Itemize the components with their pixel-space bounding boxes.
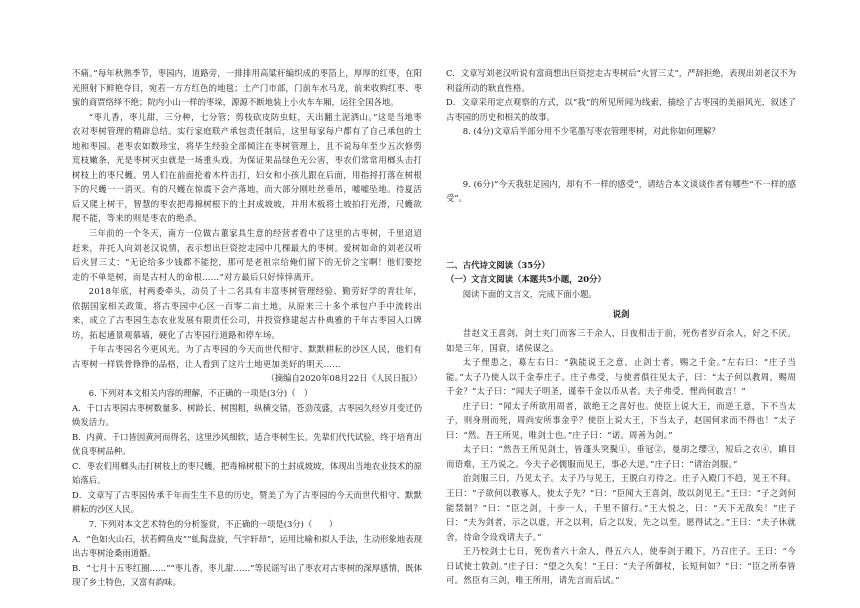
passage-paragraph: 三年前的一个冬天，南方一位做古董家具生意的经营者看中了这里的古枣树，千里迢迢赶来，并托人向刘老汉说情，表示想出巨资挖走园中几棵最大的枣树。爱树如命的刘老汉听后火冒三丈：“无论给多少钱都不能挖，那可是老祖宗给俺们留下的无价之宝啊！他们要挖走的不单是树，而是古村人的命根……”对方最后只好悻悻离开。 — [72, 228, 422, 282]
question-6-stem: 6. 下列对本文相关内容的理解，不正确的一项是(3分)（ ） — [88, 388, 313, 399]
passage-paragraph: 2018年底，村两委牵头，动员了十二名具有丰富枣树管理经验、勤劳好学的青壮年，依据国家相关政策，将古枣园中心区一百零二亩土地，从原来三十多个承包户手中流转出来，成立了古枣园生态农业发展有限责任公司，并投资修建起古朴典雅的千年古枣园入口牌坊，拓起通景观慕墙，硬化了古枣园行道路和停车场。 — [72, 286, 422, 340]
right-column — [446, 66, 796, 588]
question-7-option-a: A．“色如火山石，状若鳄鱼皮”“虬髯盘旋，气宇轩昂”，运用比喻和拟人手法，生动形象地表现出古枣树沧桑雨道骼。 — [72, 533, 422, 559]
question-7-stem: 7. 下列对本文艺术特色的分析鉴赏，不正确的一项是(3分)（ ） — [88, 518, 338, 529]
classical-text-paragraph: 治剑服三日，乃见太子。太子乃与见王，王脱白刃待之。庄子入殿门不趋，见王不拜。王曰：“子欲何以教寡人，使太子先？”曰：“臣闻大王喜剑，故以剑见王。”王曰：“子之剑何能禁制？”曰：“臣之剑，十步一人，千里不留行。”王大悦之，曰：“天下无敌矣！”庄子曰：“夫为剑者，示之以虚，开之以利，后之以发，先之以至。愿得试之。”王曰：“夫子休就舍，待命令设戏请夫子。” — [446, 473, 796, 542]
passage-paragraph: 不痛。”每年秋熟季节，枣园内，道路旁，一排排用高粱秆编织成的枣箔上，厚厚的红枣，在阳光照射下鲜艳夺目，宛若一方方红色的地毯；土产门市部，门前车水马龙，前来收购红枣、枣蜜的商贾络绎不绝；院内小山一样的枣垛，源源不断地装上小火车车厢，运往全国各地。 — [72, 68, 422, 108]
question-7-option-c: C．文章写刘老汉听说有富商想出巨资挖走古枣树后“火冒三丈”，严辞拒绝，表现出刘老汉不为利益所动的耿直性格。 — [446, 68, 796, 93]
section-heading: 二、古代诗文阅读（35分） — [446, 259, 550, 270]
classical-text-paragraph: 庄子曰：“闻太子所欲用周者，欲绝王之喜好也。使臣上说大王，而逆王意，下不当太子，则身刑而死，周尚安所事金乎？使臣上说大王，下当太子，赵国何求而不得也！”太子曰：“然。吾王所见，唯剑士也。”庄子曰：“诺。周善为剑。” — [446, 400, 796, 440]
source-citation: （摘编自2020年08月22日《人民日报》） — [266, 373, 422, 384]
passage-paragraph: 千年古枣园名今更风光。为了古枣园的今天而世代相守、默默耕耘的沙区人民，他们有古枣树一样铁骨铮铮的品格，让人看到了这片土地更加美好的明天…… — [72, 344, 422, 369]
question-6-option-d: D．文章写了古枣园传承千年而生生不息的历史，赞美了为了古枣园的今天而世代相守、默默耕耘的沙区人民。 — [72, 489, 422, 515]
classical-text-paragraph: 昔赵文王喜剑，剑士夹门而客三千余人，日夜相击于前，死伤者岁百余人，好之不厌。如是三年，国衰，诸侯谋之。 — [446, 328, 796, 353]
question-9: 9. (6分)“今天我驻足园内，却有不一样的感受”，请结合本文谈谈作者有哪些“不一样的感受”。 — [446, 178, 796, 204]
answer-space — [446, 206, 796, 244]
passage-paragraph: “枣儿香，枣儿甜，三分种，七分管；剪枝砍皮防虫蛀，天出翻土泥洒山。”这是当地枣农对枣树管理的精辟总结。实行家庭联产承包责任制后，这里每家每户都有了自己承包的土地和枣园。老枣农如数珍宝，将毕生经验全部倾注在枣树管理上，且不说每年至少五次修剪荒枝嫩条，光是枣树灭虫就是一场重头戏。为保证果品绿色无公害，枣农们常常用榔头击打树枝上的枣尺蠖。男人们在前面抡着木杵击打，妇女和小孩儿跟在后面，用指捋打落在树根下的尺蠖一一消灭。有的尺蠖在惊震下会产落地，而大部分刚吐丝垂吊，嘘嘘坠地。待夏活后又爬上树干，智慧的枣农把毒棉树根下的土封成坡坡，并用木板将土坡拍打光滑，尺蠖欲爬不能，等来的则是枣农的绝杀。 — [72, 111, 422, 224]
classical-text-paragraph: 太子曰：“然吾王所见剑士，皆蓬头突鬓①，垂冠②，曼胡之缨③，短后之衣④，瞋目而语难，王乃说之。今夫子必儒服而见王，事必大逆。”庄子曰：“请治剑服。” — [446, 444, 796, 469]
classical-text-paragraph: 太子悝患之，募左右曰：“孰能说王之意，止剑士者，赐之千金。”左右曰：“庄子当能。”太子乃使人以千金奉庄子。庄子弗受，与使者俱往见太子，曰：“太子何以教周，赐周千金？”太子曰：“闻夫子明圣，谨奉千金以币从者。夫子弗受，悝尚何敢言！” — [446, 357, 796, 397]
subsection-heading: （一）文言文阅读（本题共5小题，20分） — [446, 274, 606, 285]
question-8: 8. (4分)文章后半部分用不少笔墨写枣农管理枣树，对此你如何理解？ — [462, 126, 720, 137]
question-7-option-b: B．“七月十五枣红圈……”“枣儿香，枣儿甜……”等民谣写出了枣农对古枣树的深厚感情，既体现了乡土特色，又富有韵味。 — [72, 562, 422, 588]
answer-space — [446, 139, 796, 177]
question-6-option-c: C．枣农们用榔头击打树枝上的枣尺蠖，把毒棉树根下的土封成坡坡，体现出当地农业技术的原始落后。 — [72, 460, 422, 486]
instruction-text: 阅读下面的文言文，完成下面小题。 — [462, 288, 597, 299]
classical-text-paragraph: 王乃校剑士七日，死伤者六十余人，得五六人，使奉剑于殿下，乃召庄子。王曰：“今日试使士敦剑。”庄子曰：“望之久矣！”王曰：“夫子所御杖，长短何如？”曰：“臣之所奉皆可。然臣有三剑，唯王所用，请先言而后试。” — [446, 546, 796, 586]
question-6-option-a: A．千口古枣园古枣树数量多、树龄长、树围粗，纵横交错，苍劲茂盛，古枣园久经岁月变迁仍焕发活力。 — [72, 402, 422, 428]
question-7-option-d: D．文章采用定点观察的方式，以“我”的所见所闻为线索，描绘了古枣园的美丽风光，叙述了古枣园的历史和相关的故事。 — [446, 97, 796, 122]
left-column — [72, 66, 422, 590]
answer-space — [446, 244, 796, 258]
question-6-option-b: B．内黄、千口皆因黄河而得名，这里沙风细软，适合枣树生长。先辈们代代试验，终于培育出优良枣树品种。 — [72, 431, 422, 457]
passage-title: 说剑 — [612, 309, 630, 320]
